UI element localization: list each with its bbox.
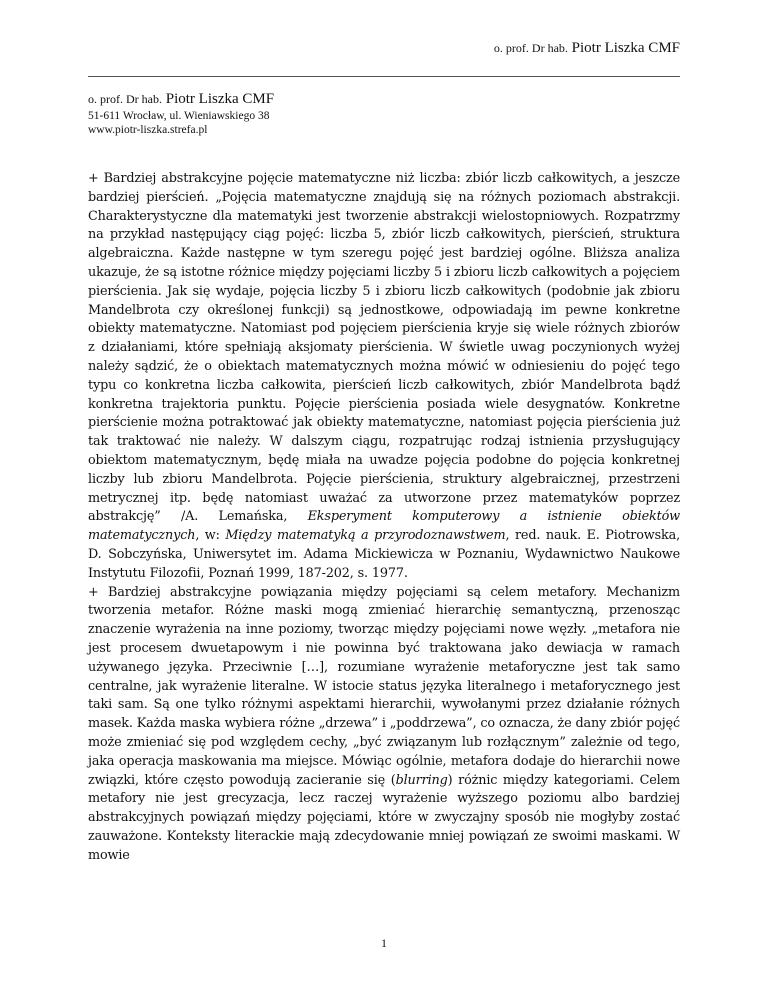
paragraph-1 (88, 170, 680, 584)
author-line (88, 89, 274, 109)
cited-book-title: Między matematyką a przyrodoznawstwem (225, 528, 506, 544)
running-header-name: Piotr Liszka CMF (571, 40, 680, 56)
body-text (88, 170, 680, 865)
paragraph-1-text: + Bardziej abstrakcyjne pojęcie matematyczne niż liczba: zbiór liczb całkowitych, a jeszcze bardziej pierścień. „Pojęcia matematyczne znajdują się na różnych poziomach abstrakcji. Charakterystyczne dla matematyki jest tworzenie abstrakcji wielostopniowych. Rozpatrzmy na przykład następujący ciąg pojęć: liczba 5, zbiór liczb całkowitych, pierścień, struktura algebraiczna. Każde następne w tym szeregu pojęć jest bardziej ogólne. Bliższa analiza ukazuje, że są istotne różnice między pojęciami liczby 5 i zbioru liczb całkowitych a pojęciem pierścienia. Jak się wydaje, pojęcia liczby 5 i zbioru liczb całkowitych (podobnie jak zbioru Mandelbrota czy określonej funkcji) są jednostkowe, odpowiadają im pewne konkretne obiekty matematyczne. Natomiast pod pojęciem pierścienia kryje się wiele różnych zbiorów z działaniami, które spełniają aksjomaty pierścienia. W świetle uwag poczynionych wyżej należy sądzić, że o obiektach matematycznych można mówić w odniesieniu do pojęć tego typu co konkretna liczba całkowita, pierścień liczb całkowitych, zbiór Mandelbrota bądź konkretna trajektoria punktu. Pojęcie pierścienia posiada wiele desygnatów. Konkretne pierścienie można potraktować jak obiekty matematyczne, natomiast pojęcia pierścienia już tak traktować nie należy. W dalszym ciągu, rozpatrując rodzaj istnienia przysługujący obiektom matematycznym, będę miała na uwadze pojęcia podobne do pojęcia konkretnej liczby lub zbioru Mandelbrota. Pojęcie pierścienia, struktury algebraicznej, przestrzeni metrycznej itp. będę natomiast uważać za utworzone przez matematyków poprzez abstrakcję” /A. Lemańska, (88, 171, 680, 525)
blurring-term: blurring (395, 772, 448, 788)
author-prefix: o. prof. Dr hab. (88, 92, 162, 106)
paragraph-2-text: + Bardziej abstrakcyjne powiązania między pojęciami są celem metafory. Mechanizm tworzenia metafor. Różne maski mogą zmieniać hierarchię semantyczną, przenosząc znaczenie wyrażenia na inne poziomy, tworząc między pojęciami nowe węzły. „metafora nie jest procesem dwuetapowym i nie powinna być traktowana jako dewiacja w ramach używanego języka. Przeciwnie […], rozumiane wyrażenie metaforyczne jest tak samo centralne, jak wyrażenie literalne. W istocie status języka literalnego i metaforycznego jest taki sam. Są one tylko różnymi aspektami hierarchii, wywołanymi przez działanie różnych masek. Każda maska wybiera różne „drzewa” i „poddrzewa”, co oznacza, że dany zbiór pojęć może zmieniać się pod względem cechy, „być związanym lub rozłącznym” zależnie od tego, jaka operacja maskowania ma miejsce. Mówiąc ogólnie, metafora dodaje do hierarchii nowe związki, które często powodują zacieranie się ( (88, 584, 680, 788)
author-name: Piotr Liszka CMF (165, 91, 275, 107)
cited-article-title: Eksperyment komputerowy a istnienie obiektów matematycznych (88, 509, 680, 544)
header-divider (88, 76, 680, 77)
author-block (88, 89, 274, 137)
paragraph-2 (88, 584, 680, 866)
running-header-prefix: o. prof. Dr hab. (493, 41, 568, 55)
author-address: 51-611 Wrocław, ul. Wieniawskiego 38 (88, 110, 270, 122)
paragraph-1-connector: , w: (195, 528, 226, 544)
author-website: www.piotr-liszka.strefa.pl (88, 124, 208, 136)
paragraph-2-continuation: ) różnic między kategoriami. Celem metafory nie jest grecyzacja, lecz raczej wyrażenie wyższego poziomu albo bardziej abstrakcyjnych powiązań między pojęciami, które w zwyczajny sposób nie mogłyby zostać zauważone. Konteksty literackie mają zdecydowanie mniej powiązań ze swoimi maskami. W mowie (88, 772, 680, 863)
page-number: 1 (381, 936, 387, 950)
running-header (494, 40, 680, 57)
paragraph-1-citation: , red. nauk. E. Piotrowska, D. Sobczyńska, Uniwersytet im. Adama Mickiewicza w Poznaniu, Wydawnictwo Naukowe Instytutu Filozofii, Poznań 1999, 187-202, s. 1977. (88, 528, 680, 581)
